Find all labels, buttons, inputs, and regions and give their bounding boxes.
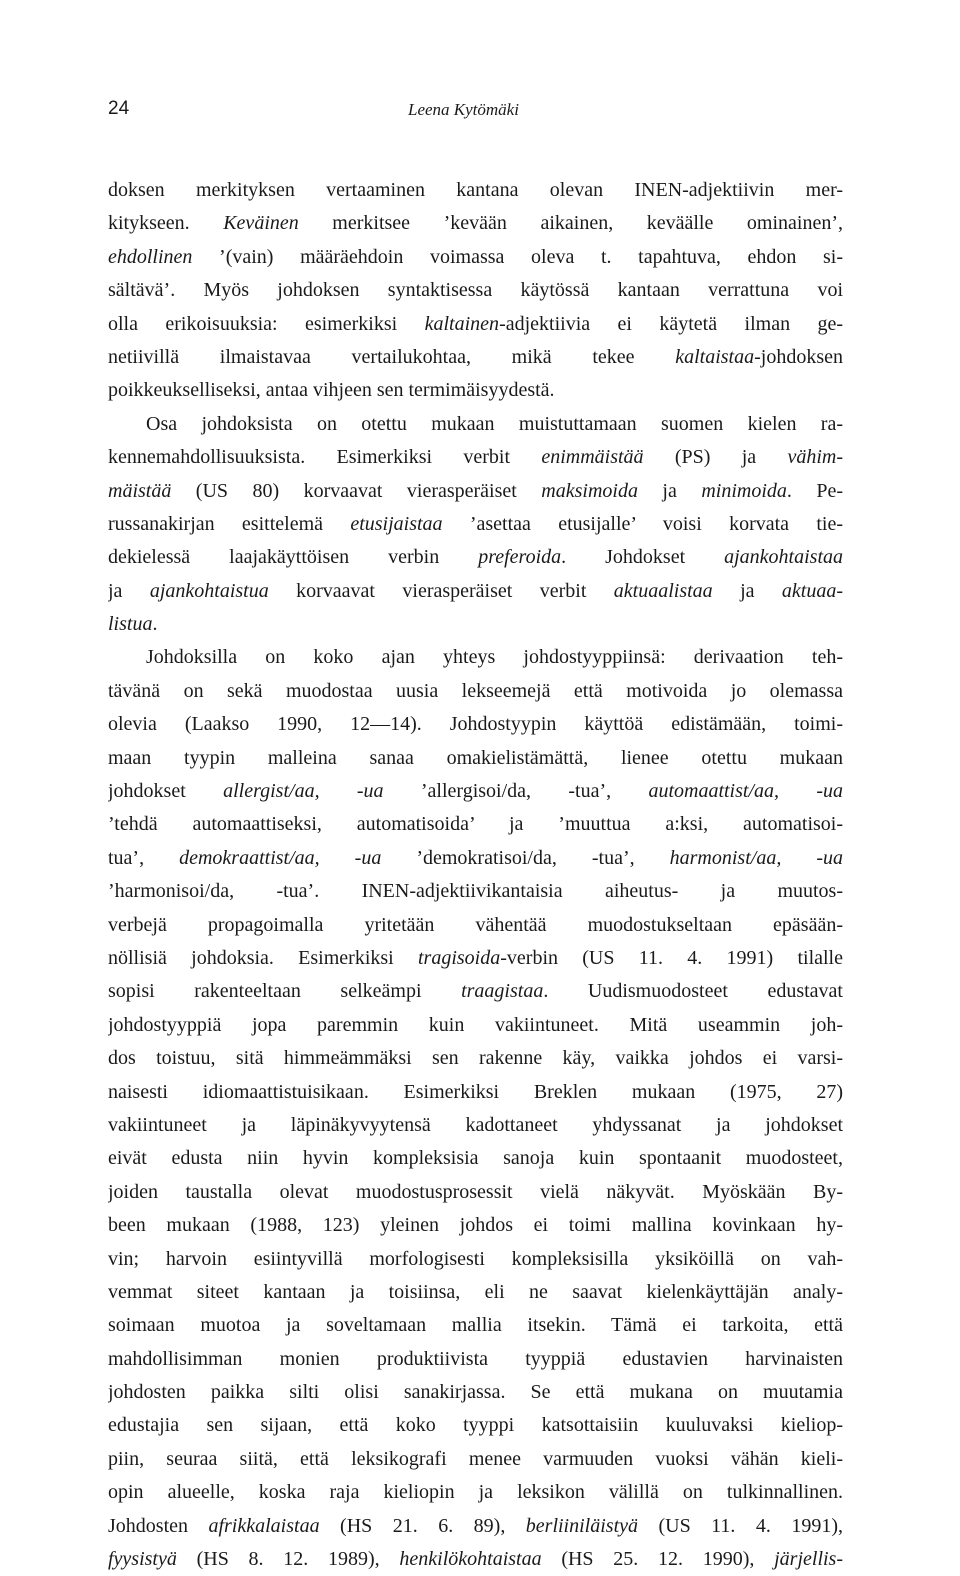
text-segment: . Johdokset — [561, 546, 725, 569]
italic-term: henkilökohtaistaa — [399, 1548, 542, 1571]
text-line — [108, 274, 843, 307]
text-line — [108, 742, 843, 775]
italic-term: tragisoida — [418, 946, 501, 969]
text-segment: (PS) ja — [643, 446, 788, 469]
text-line — [108, 808, 843, 841]
text-segment: vemmat siteet kantaan ja toisiinsa, eli ne saavat kielenkäyttäjän analy- — [108, 1280, 843, 1303]
text-segment: ’demokratisoi/da, -tua’, — [381, 846, 670, 869]
italic-term: afrikkalaistaa — [208, 1514, 320, 1537]
text-line — [108, 1042, 843, 1075]
text-line — [108, 1510, 843, 1543]
text-line — [108, 174, 843, 207]
text-line — [108, 641, 843, 674]
text-segment: soimaan muotoa ja soveltamaan mallia itsekin. Tämä ei tarkoita, että — [108, 1314, 843, 1337]
text-segment: ’tehdä automaattiseksi, automatisoida’ ja ’muuttua a:ksi, automatisoi- — [108, 813, 843, 836]
italic-term: ehdollinen — [108, 245, 193, 268]
text-segment: ja — [637, 479, 702, 502]
text-segment: vakiintuneet ja läpinäkyvyytensä kadottaneet yhdyssanat ja johdokset — [108, 1113, 843, 1136]
body-text — [108, 174, 843, 1576]
text-line — [108, 441, 843, 474]
text-segment: verbejä propagoimalla yritetään vähentää muodostukseltaan epäsään- — [108, 913, 843, 936]
italic-term: ajankohtaistaa — [724, 546, 843, 569]
text-segment: ’(vain) määräehdoin voimassa oleva t. tapahtuva, ehdon si- — [192, 245, 843, 268]
text-segment: . Uudismuodosteet edustavat — [543, 980, 843, 1003]
text-segment: johdosten paikka silti olisi sanakirjassa. Se että mukana on muutamia — [108, 1381, 843, 1404]
text-segment: ’harmonisoi/da, -tua’. INEN-adjektiivikantaisia aiheutus- ja muutos- — [108, 880, 843, 903]
italic-term: aktuaa- — [781, 579, 843, 602]
text-segment: eivät edusta niin hyvin kompleksisia sanoja kuin spontaanit muodosteet, — [108, 1147, 843, 1170]
text-line — [108, 842, 843, 875]
text-segment: ’allergisoi/da, -tua’, — [383, 780, 649, 803]
text-segment: -johdoksen — [754, 345, 843, 368]
text-line — [108, 508, 843, 541]
text-segment: ’asettaa etusijalle’ voisi korvata tie- — [442, 512, 843, 535]
text-segment: ja — [712, 579, 782, 602]
text-segment: tua’, — [108, 846, 180, 869]
italic-term: allergist/aa, -ua — [223, 780, 384, 803]
text-line — [108, 1343, 843, 1376]
text-segment: ja — [108, 579, 150, 602]
running-head: Leena Kytömäki — [408, 100, 519, 119]
text-line — [108, 1176, 843, 1209]
text-segment: netiivillä ilmaistavaa vertailukohtaa, mikä tekee — [108, 345, 676, 368]
text-segment: merkitsee ’kevään aikainen, keväälle ominainen’, — [298, 212, 843, 235]
text-line — [108, 408, 843, 441]
text-line — [108, 975, 843, 1008]
text-line — [108, 1209, 843, 1242]
text-line — [108, 942, 843, 975]
text-line — [108, 775, 843, 808]
text-line — [108, 207, 843, 240]
text-line — [108, 374, 843, 407]
italic-term: aktuaalistaa — [613, 579, 713, 602]
text-line — [108, 308, 843, 341]
text-segment: -adjektiivia ei käytetä ilman ge- — [499, 312, 843, 335]
italic-term: listua — [108, 613, 153, 636]
text-segment: olevia (Laakso 1990, 12—14). Johdostyypin käyttöä edistämään, toimi- — [108, 713, 843, 736]
text-line — [108, 1009, 843, 1042]
text-segment: edustajia sen sijaan, että koko tyyppi katsottaisiin kuuluvaksi kieliop- — [108, 1414, 843, 1437]
italic-term: harmonist/aa, -ua — [669, 846, 843, 869]
text-segment: mahdollisimman monien produktiivista tyyppiä edustavien harvinaisten — [108, 1347, 843, 1370]
text-segment: . Pe- — [786, 479, 843, 502]
text-segment: Osa johdoksista on otettu mukaan muistuttamaan suomen kielen ra- — [146, 412, 843, 435]
text-line — [108, 1276, 843, 1309]
italic-term: enimmäistää — [541, 446, 644, 469]
text-line — [108, 708, 843, 741]
text-line — [108, 1142, 843, 1175]
text-segment: russanakirjan esittelemä — [108, 512, 351, 535]
italic-term: berliiniläistyä — [525, 1514, 638, 1537]
text-line — [108, 909, 843, 942]
italic-term: vähim- — [787, 446, 843, 469]
italic-term: ajankohtaistua — [149, 579, 269, 602]
italic-term: etusijaistaa — [350, 512, 443, 535]
text-line — [108, 1443, 843, 1476]
text-line — [108, 341, 843, 374]
text-line — [108, 541, 843, 574]
text-segment: Johdosten — [108, 1514, 209, 1537]
italic-term: järjellis- — [774, 1548, 843, 1571]
italic-term: fyysistyä — [108, 1548, 177, 1571]
text-segment: (HS 25. 12. 1990), — [541, 1548, 775, 1571]
text-line — [108, 1243, 843, 1276]
italic-term: mäistää — [108, 479, 172, 502]
text-line — [108, 1109, 843, 1142]
text-line — [108, 675, 843, 708]
text-line — [108, 1409, 843, 1442]
text-segment: dos toistuu, sitä himmeämmäksi sen rakenne käy, vaikka johdos ei varsi- — [108, 1047, 843, 1070]
text-segment: nöllisiä johdoksia. Esimerkiksi — [108, 946, 418, 969]
text-line — [108, 875, 843, 908]
text-segment: . — [152, 613, 158, 636]
text-segment: kennemahdollisuuksista. Esimerkiksi verbit — [108, 446, 542, 469]
text-line — [108, 241, 843, 274]
text-line — [108, 575, 843, 608]
italic-term: Keväinen — [223, 212, 299, 235]
text-line — [108, 1476, 843, 1509]
text-segment: korvaavat vierasperäiset verbit — [268, 579, 614, 602]
italic-term: traagistaa — [461, 980, 544, 1003]
text-segment: been mukaan (1988, 123) yleinen johdos ei toimi mallina kovinkaan hy- — [108, 1214, 843, 1237]
text-segment: naisesti idiomaattistuisikaan. Esimerkiksi Breklen mukaan (1975, 27) — [108, 1080, 843, 1103]
italic-term: automaattist/aa, -ua — [648, 780, 843, 803]
text-line — [108, 608, 843, 641]
text-segment: (US 11. 4. 1991), — [638, 1514, 843, 1537]
text-line — [108, 475, 843, 508]
text-segment: dekielessä laajakäyttöisen verbin — [108, 546, 479, 569]
text-segment: (HS 8. 12. 1989), — [176, 1548, 400, 1571]
text-segment: poikkeukselliseksi, antaa vihjeen sen termimäisyydestä. — [108, 379, 555, 402]
text-segment: johdokset — [108, 780, 224, 803]
text-segment: vin; harvoin esiintyvillä morfologisesti kompleksisilla yksiköillä on vah- — [108, 1247, 843, 1270]
italic-term: kaltaistaa — [675, 345, 755, 368]
text-line — [108, 1309, 843, 1342]
text-segment: (HS 21. 6. 89), — [319, 1514, 526, 1537]
page-header — [108, 98, 843, 128]
text-segment: piin, seuraa siitä, että leksikografi menee varmuuden vuoksi vähän kieli- — [108, 1447, 843, 1470]
text-segment: maan tyypin malleina sanaa omakielistämättä, lienee otettu mukaan — [108, 746, 843, 769]
text-segment: olla erikoisuuksia: esimerkiksi — [108, 312, 425, 335]
text-segment: (US 80) korvaavat vierasperäiset — [171, 479, 542, 502]
italic-term: preferoida — [478, 546, 562, 569]
text-segment: joiden taustalla olevat muodostusprosessit vielä näkyvät. Myöskään By- — [108, 1180, 843, 1203]
italic-term: demokraattist/aa, -ua — [179, 846, 382, 869]
text-segment: johdostyyppiä jopa paremmin kuin vakiintuneet. Mitä useammin joh- — [108, 1013, 843, 1036]
italic-term: maksimoida — [541, 479, 638, 502]
italic-term: minimoida — [701, 479, 787, 502]
text-line — [108, 1543, 843, 1576]
text-segment: sopisi rakenteeltaan selkeämpi — [108, 980, 462, 1003]
page-number: 24 — [108, 98, 130, 119]
text-line — [108, 1076, 843, 1109]
text-segment: opin alueelle, koska raja kieliopin ja leksikon välillä on tulkinnallinen. — [108, 1481, 843, 1504]
text-segment: doksen merkityksen vertaaminen kantana olevan INEN-adjektiivin mer- — [108, 179, 843, 201]
text-segment: sältävä’. Myös johdoksen syntaktisessa käytössä kantaan verrattuna voi — [108, 279, 843, 302]
text-segment: tävänä on sekä muodostaa uusia lekseemejä että motivoida jo olemassa — [108, 679, 843, 702]
text-segment: Johdoksilla on koko ajan yhteys johdostyyppiinsä: derivaation teh- — [146, 646, 843, 669]
text-segment: kitykseen. — [108, 212, 224, 235]
text-segment: -verbin (US 11. 4. 1991) tilalle — [500, 946, 843, 969]
text-line — [108, 1376, 843, 1409]
italic-term: kaltainen — [424, 312, 500, 335]
